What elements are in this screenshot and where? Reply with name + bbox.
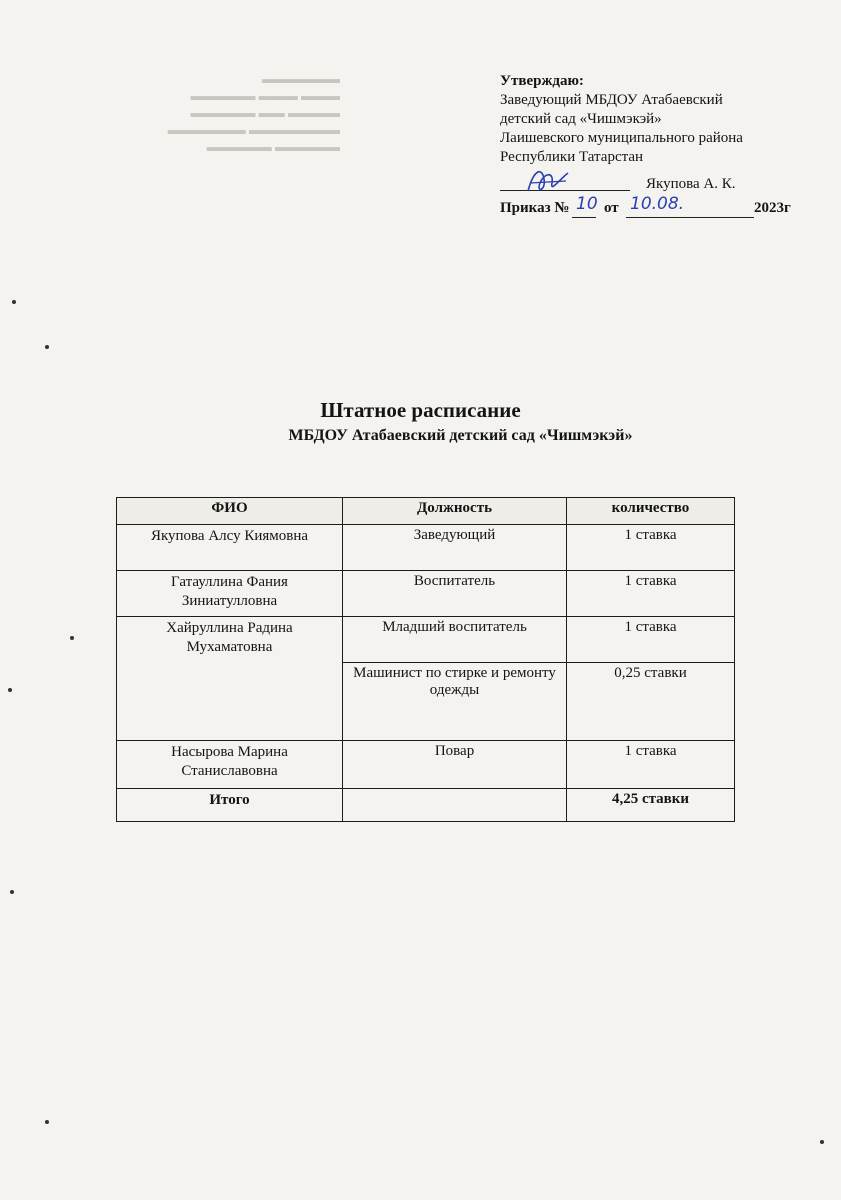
- cell-name: Гатауллина Фания Зиниатулловна: [117, 571, 343, 617]
- table-row: [117, 741, 735, 789]
- total-label: Итого: [117, 789, 343, 822]
- table-row: [117, 617, 735, 663]
- approval-line-1: Заведующий МБДОУ Атабаевский: [500, 92, 723, 108]
- total-quantity: 4,25 ставки: [567, 789, 735, 822]
- cell-quantity: 1 ставка: [567, 571, 735, 617]
- total-position: [343, 789, 567, 822]
- cell-position: Машинист по стирке и ремонту одежды: [343, 663, 567, 741]
- approval-heading: Утверждаю:: [500, 73, 584, 89]
- cell-name: Хайруллина Радина Мухаматовна: [117, 617, 343, 741]
- document-subtitle: МБДОУ Атабаевский детский сад «Чишмэкэй»: [288, 427, 633, 444]
- approval-line-4: Республики Татарстан: [500, 149, 644, 165]
- scan-speck: [12, 300, 16, 304]
- cell-position: Заведующий: [343, 525, 567, 571]
- cell-quantity: 1 ставка: [567, 741, 735, 789]
- approval-block: [500, 72, 820, 221]
- cell-name: Насырова Марина Станиславовна: [117, 741, 343, 789]
- order-from-label: от: [604, 200, 619, 216]
- approval-line-2: детский сад «Чишмэкэй»: [500, 111, 662, 127]
- table-header-row: [117, 498, 735, 525]
- signer-name: Якупова А. К.: [646, 176, 736, 192]
- bleed-through-text: ▬▬▬▬▬▬ ▬▬▬ ▬▬▬ ▬▬▬▬▬ ▬▬▬▬ ▬▬ ▬▬▬▬▬ ▬▬▬▬▬▬▬ ▬▬▬▬▬▬ ▬▬▬▬▬ ▬▬▬▬▬: [167, 71, 340, 154]
- cell-quantity: 1 ставка: [567, 525, 735, 571]
- table-total-row: [117, 789, 735, 822]
- cell-position: Младший воспитатель: [343, 617, 567, 663]
- scan-speck: [70, 636, 74, 640]
- table-row: [117, 525, 735, 571]
- order-number: 10: [576, 194, 598, 214]
- order-date: 10.08.: [630, 194, 685, 214]
- order-year: 2023г: [754, 200, 791, 216]
- order-row: [500, 194, 820, 221]
- scan-speck: [10, 890, 14, 894]
- cell-quantity: 1 ставка: [567, 617, 735, 663]
- cell-position: Воспитатель: [343, 571, 567, 617]
- header-name: ФИО: [117, 498, 343, 525]
- scan-speck: [45, 1120, 49, 1124]
- header-position: Должность: [343, 498, 567, 525]
- cell-position: Повар: [343, 741, 567, 789]
- scan-speck: [820, 1140, 824, 1144]
- scan-speck: [45, 345, 49, 349]
- scan-speck: [8, 688, 12, 692]
- header-quantity: количество: [567, 498, 735, 525]
- cell-name: Якупова Алсу Киямовна: [117, 525, 343, 571]
- table-row: [117, 571, 735, 617]
- cell-quantity: 0,25 ставки: [567, 663, 735, 741]
- document-title: Штатное расписание: [320, 398, 521, 422]
- approval-line-3: Лаишевского муниципального района: [500, 130, 743, 146]
- order-label: Приказ №: [500, 200, 570, 216]
- staff-table: [116, 497, 735, 822]
- signature-mark-icon: [520, 165, 580, 197]
